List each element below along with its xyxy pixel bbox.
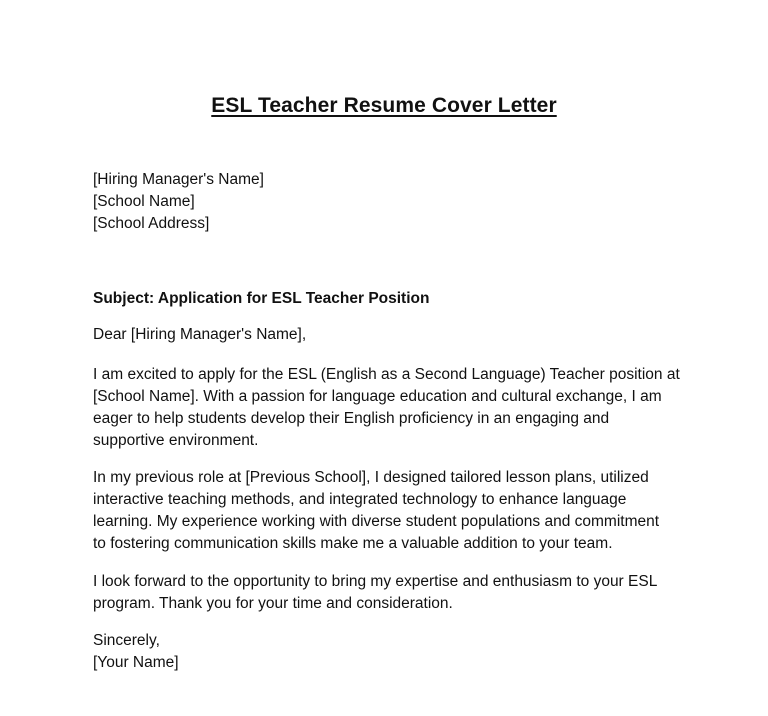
paragraph-line: In my previous role at [Previous School], I designed tailored lesson plans, utilized	[93, 469, 649, 486]
recipient-block	[93, 169, 693, 235]
subject-line: Subject: Application for ESL Teacher Position	[93, 290, 430, 307]
paragraph-line: I am excited to apply for the ESL (English as a Second Language) Teacher position at	[93, 366, 680, 383]
paragraph-experience	[93, 467, 693, 555]
sign-off: Sincerely,	[93, 632, 160, 649]
letter-title: ESL Teacher Resume Cover Letter	[211, 94, 557, 117]
recipient-name: [Hiring Manager's Name]	[93, 171, 264, 188]
paragraph-line: eager to help students develop their English proficiency in an engaging and	[93, 410, 610, 427]
paragraph-line: supportive environment.	[93, 432, 259, 449]
recipient-school: [School Name]	[93, 193, 195, 210]
paragraph-intro	[93, 364, 693, 452]
salutation: Dear [Hiring Manager's Name],	[93, 326, 307, 343]
paragraph-line: learning. My experience working with diverse student populations and commitment	[93, 513, 660, 530]
paragraph-line: program. Thank you for your time and consideration.	[93, 595, 453, 612]
paragraph-line: to fostering communication skills make me a valuable addition to your team.	[93, 535, 613, 552]
paragraph-line: [School Name]. With a passion for language education and cultural exchange, I am	[93, 388, 662, 405]
recipient-address: [School Address]	[93, 215, 210, 232]
closing-block	[93, 630, 693, 674]
paragraph-line: interactive teaching methods, and integrated technology to enhance language	[93, 491, 627, 508]
paragraph-closing	[93, 571, 693, 615]
paragraph-line: I look forward to the opportunity to bring my expertise and enthusiasm to your ESL	[93, 573, 658, 590]
sender-name: [Your Name]	[93, 654, 179, 671]
